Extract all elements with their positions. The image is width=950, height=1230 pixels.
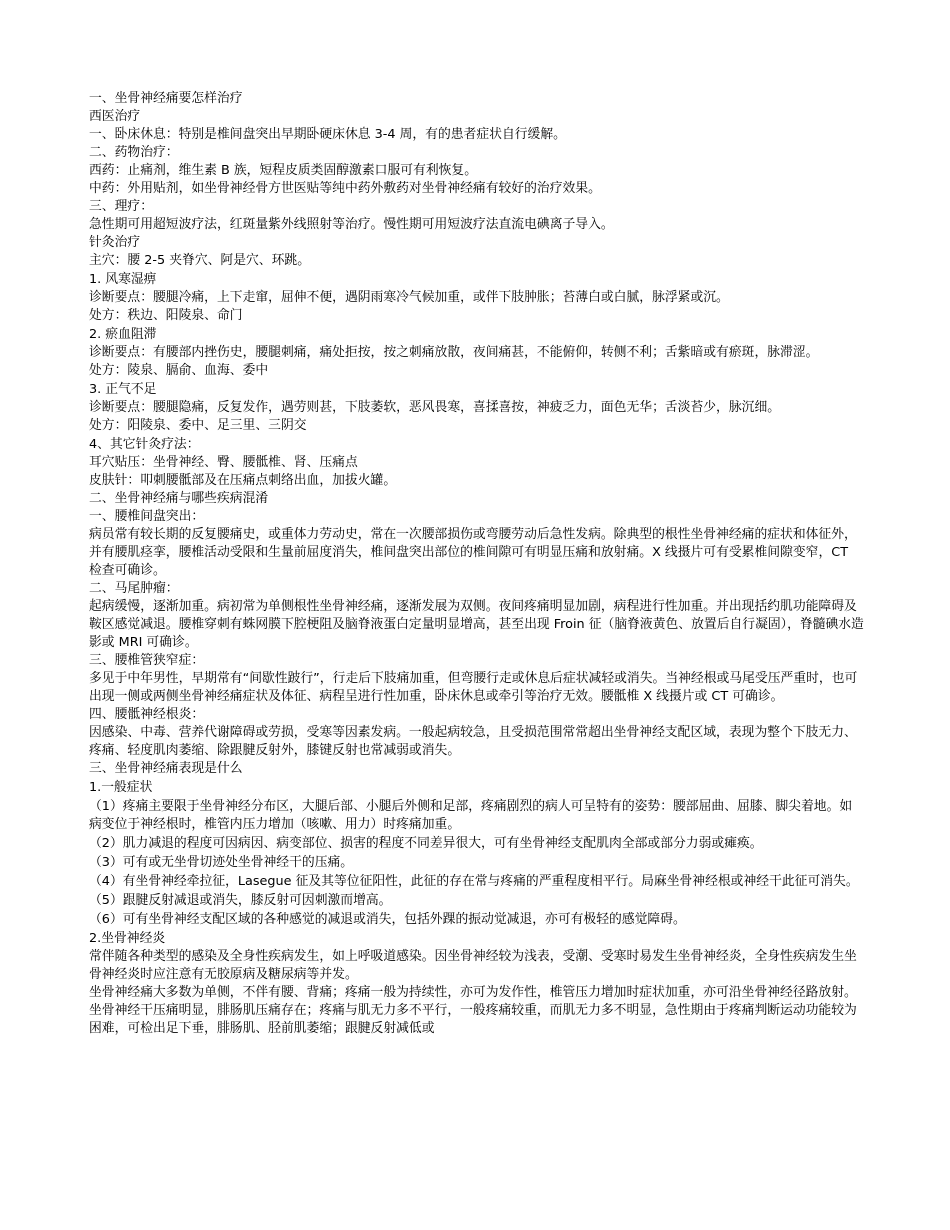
- subheading-cauda-tumor: 二、马尾肿瘤：: [89, 581, 179, 596]
- paragraph-main-points: 主穴：腰 2-5 夹脊穴、阿是穴、环跳。: [89, 253, 310, 268]
- subheading-acupuncture: 针灸治疗: [89, 235, 141, 250]
- subheading-sciatic-neuritis: 2.坐骨神经炎: [89, 931, 166, 946]
- paragraph-symptom-6: （6）可有坐骨神经支配区域的各种感觉的减退或消失，包括外踝的振动觉减退，亦可有极轻的感觉障碍。: [89, 912, 686, 927]
- subheading-wind-cold-damp: 1. 风寒湿痹: [89, 272, 157, 287]
- heading-section-1: 一、坐骨神经痛要怎样治疗: [89, 91, 243, 106]
- subheading-blood-stasis: 2. 瘀血阻滞: [89, 327, 157, 342]
- subheading-western-medicine: 西医治疗: [89, 109, 141, 124]
- paragraph-spinal-stenosis: 多见于中年男性，早期常有“间歇性跛行”，行走后下肢痛加重，但弯腰行走或休息后症状减轻或消失。当神经根或马尾受压严重时，也可出现一侧或两侧坐骨神经痛症状及体征、病程呈进行性加重，卧床休息或牵引等治疗无效。腰骶椎 X 线摄片或 CT 可确诊。: [89, 671, 858, 704]
- paragraph-physiotherapy: 急性期可用超短波疗法，红斑量紫外线照射等治疗。慢性期可用短波疗法直流电碘离子导入。: [89, 217, 614, 232]
- paragraph-diagnosis-1: 诊断要点：腰腿冷痛，上下走窜，屈伸不便，遇阴雨寒冷气候加重，或伴下肢肿胀；苔薄白或白腻，脉浮紧或沉。: [89, 290, 729, 305]
- paragraph-chinese-drugs: 中药：外用贴剂，如坐骨神经骨方世医贴等纯中药外敷药对坐骨神经痛有较好的治疗效果。: [89, 181, 601, 196]
- paragraph-radiculitis: 因感染、中毒、营养代谢障碍或劳损，受寒等因素发病。一般起病较急，且受损范围常常超出坐骨神经支配区域，表现为整个下肢无力、疼痛、轻度肌肉萎缩、除跟腱反射外，膝键反射也常减弱或消失。: [89, 725, 857, 758]
- subheading-disc-herniation: 一、腰椎间盘突出：: [89, 509, 205, 524]
- paragraph-ear-points: 耳穴贴压：坐骨神经、臀、腰骶椎、肾、压痛点: [89, 455, 358, 470]
- paragraph-symptom-3: （3）可有或无坐骨切迹处坐骨神经干的压痛。: [89, 855, 354, 870]
- subheading-drug-therapy: 二、药物治疗：: [89, 145, 179, 160]
- paragraph-disc-herniation: 病员常有较长期的反复腰痛史，或重体力劳动史，常在一次腰部损伤或弯腰劳动后急性发病。除典型的根性坐骨神经痛的症状和体征外，并有腰肌痉挛，腰椎活动受限和生量前屈度消失，椎间盘突出部位的椎间隙可有明显压痛和放射痛。X 线摄片可有受累椎间隙变窄，CT 检查可确诊。: [89, 527, 857, 578]
- paragraph-prescription-2: 处方：陵泉、膈俞、血海、委中: [89, 363, 269, 378]
- paragraph-neuritis-1: 常伴随各种类型的感染及全身性疾病发生，如上呼吸道感染。因坐骨神经较为浅表，受潮、受寒时易发生坐骨神经炎，全身性疾病发生坐骨神经炎时应注意有无胶原病及糖尿病等并发。: [89, 949, 857, 982]
- paragraph-symptom-5: （5）跟腱反射减退或消失，膝反射可因刺激而增高。: [89, 893, 392, 908]
- subheading-general-symptoms: 1.一般症状: [89, 780, 153, 795]
- subheading-radiculitis: 四、腰骶神经根炎：: [89, 707, 205, 722]
- paragraph-bed-rest: 一、卧床休息：特别是椎间盘突出早期卧硬床休息 3-4 周，有的患者症状自行缓解。: [89, 127, 566, 142]
- paragraph-prescription-1: 处方：秩边、阳陵泉、命门: [89, 308, 243, 323]
- paragraph-diagnosis-3: 诊断要点：腰腿隐痛，反复发作，遇劳则甚，下肢萎软，恶风畏寒，喜揉喜按，神疲乏力，面色无华；舌淡苔少，脉沉细。: [89, 400, 781, 415]
- paragraph-diagnosis-2: 诊断要点：有腰部内挫伤史，腰腿刺痛，痛处拒按，按之刺痛放散，夜间痛甚，不能俯仰，转侧不利；舌紫暗或有瘀斑，脉滞涩。: [89, 345, 819, 360]
- paragraph-cauda-tumor: 起病缓慢，逐渐加重。病初常为单侧根性坐骨神经痛，逐渐发展为双侧。夜间疼痛明显加剧，病程进行性加重。并出现括约肌功能障碍及鞍区感觉减退。腰椎穿刺有蛛网膜下腔梗阻及脑脊液蛋白定量明显增高，甚至出现 Froin 征（脑脊液黄色、放置后自行凝固），脊髓碘水造影或 MRI 可确诊。: [89, 599, 864, 650]
- heading-section-2: 二、坐骨神经痛与哪些疾病混淆: [89, 491, 269, 506]
- subheading-other-acupuncture: 4、其它针灸疗法：: [89, 437, 200, 452]
- paragraph-symptom-2: （2）肌力减退的程度可因病因、病变部位、损害的程度不同差异很大，可有坐骨神经支配肌肉全部或部分力弱或瘫痪。: [89, 836, 763, 851]
- document-body: [89, 90, 864, 1038]
- paragraph-symptom-1: （1）疼痛主要限于坐骨神经分布区，大腿后部、小腿后外侧和足部，疼痛剧烈的病人可呈特有的姿势：腰部屈曲、屈膝、脚尖着地。如病变位于神经根时，椎管内压力增加（咳嗽、用力）时疼痛加重。: [89, 799, 853, 832]
- paragraph-prescription-3: 处方：阳陵泉、委中、足三里、三阴交: [89, 418, 307, 433]
- paragraph-neuritis-2: 坐骨神经痛大多数为单侧，不伴有腰、背痛；疼痛一般为持续性，亦可为发作性，椎管压力增加时症状加重，亦可沿坐骨神经径路放射。坐骨神经干压痛明显，腓肠肌压痛存在；疼痛与肌无力多不平行，一般疼痛较重，而肌无力多不明显，急性期由于疼痛判断运动功能较为困难，可检出足下垂，腓肠肌、胫前肌萎缩；跟腱反射减低或: [89, 985, 857, 1036]
- paragraph-skin-needle: 皮肤针：叩刺腰骶部及在压痛点刺络出血，加拔火罐。: [89, 473, 397, 488]
- subheading-qi-deficiency: 3. 正气不足: [89, 382, 157, 397]
- paragraph-symptom-4: （4）有坐骨神经牵拉征，Lasegue 征及其等位征阳性，此征的存在常与疼痛的严重程度相平行。局麻坐骨神经根或神经干此征可消失。: [89, 874, 859, 889]
- subheading-physiotherapy: 三、理疗：: [89, 199, 153, 214]
- heading-section-3: 三、坐骨神经痛表现是什么: [89, 761, 243, 776]
- subheading-spinal-stenosis: 三、腰椎管狭窄症：: [89, 653, 205, 668]
- paragraph-western-drugs: 西药：止痛剂，维生素 B 族，短程皮质类固醇激素口服可有利恢复。: [89, 163, 478, 178]
